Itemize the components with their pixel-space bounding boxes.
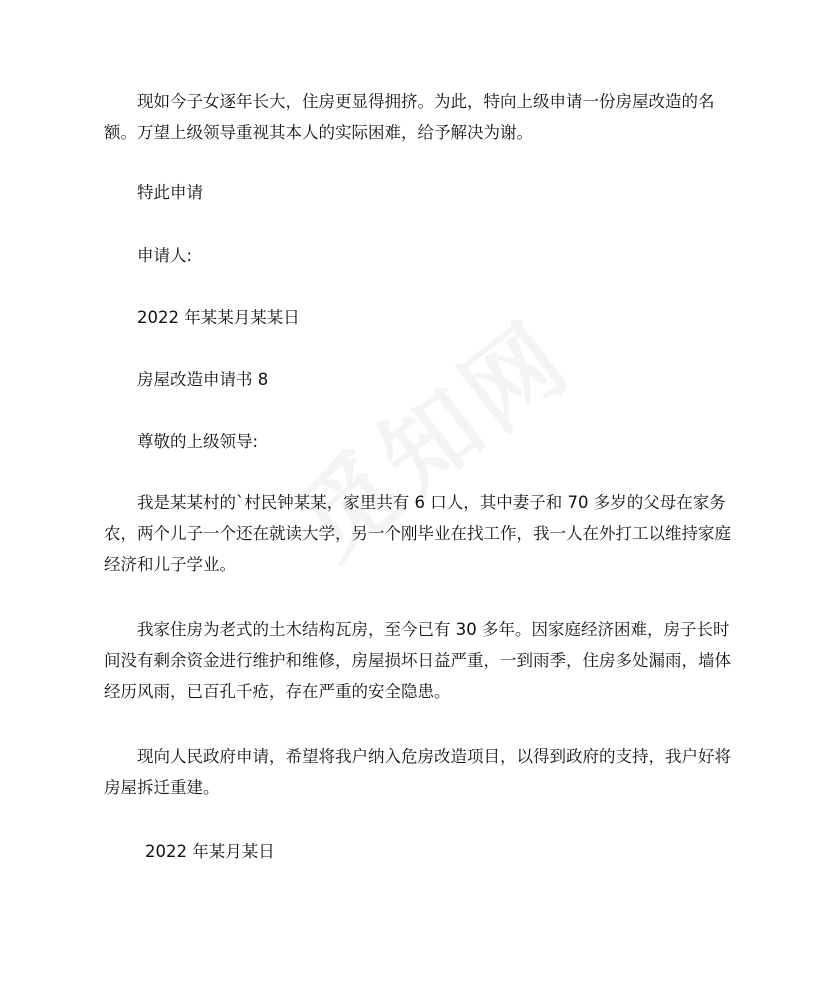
date-line-2: 2022 年某月某日 [145,842,275,861]
date-line: 2022 年某某月某某日 [137,308,300,327]
paragraph-housing-crowded: 现如今子女逐年长大，住房更显得拥挤。为此，特向上级申请一份房屋改造的名额。万望上级领导重视其本人的实际困难，给予解决为谢。 [104,92,715,142]
salutation: 尊敬的上级领导: [137,432,259,451]
paragraph-family-situation: 我是某某村的`村民钟某某，家里共有 6 口人，其中妻子和 70 多岁的父母在家务农，两个儿子一个还在就读大学，另一个刚毕业在找工作，我一人在外打工以维持家庭经济和儿子学业。 [104,493,731,574]
paragraph-request: 现向人民政府申请，希望将我户纳入危房改造项目，以得到政府的支持，我户好将房屋拆迁重建。 [104,747,731,797]
document-title: 房屋改造申请书 8 [137,370,269,389]
paragraph-house-condition: 我家住房为老式的土木结构瓦房，至今已有 30 多年。因家庭经济困难，房子长时间没有剩余资金进行维护和维修，房屋损坏日益严重，一到雨季，住房多处漏雨，墙体经历风雨，已百孔千疮，存在严重的安全隐患。 [104,620,731,701]
applicant-label: 申请人: [137,246,193,265]
closing-text: 特此申请 [137,183,203,202]
